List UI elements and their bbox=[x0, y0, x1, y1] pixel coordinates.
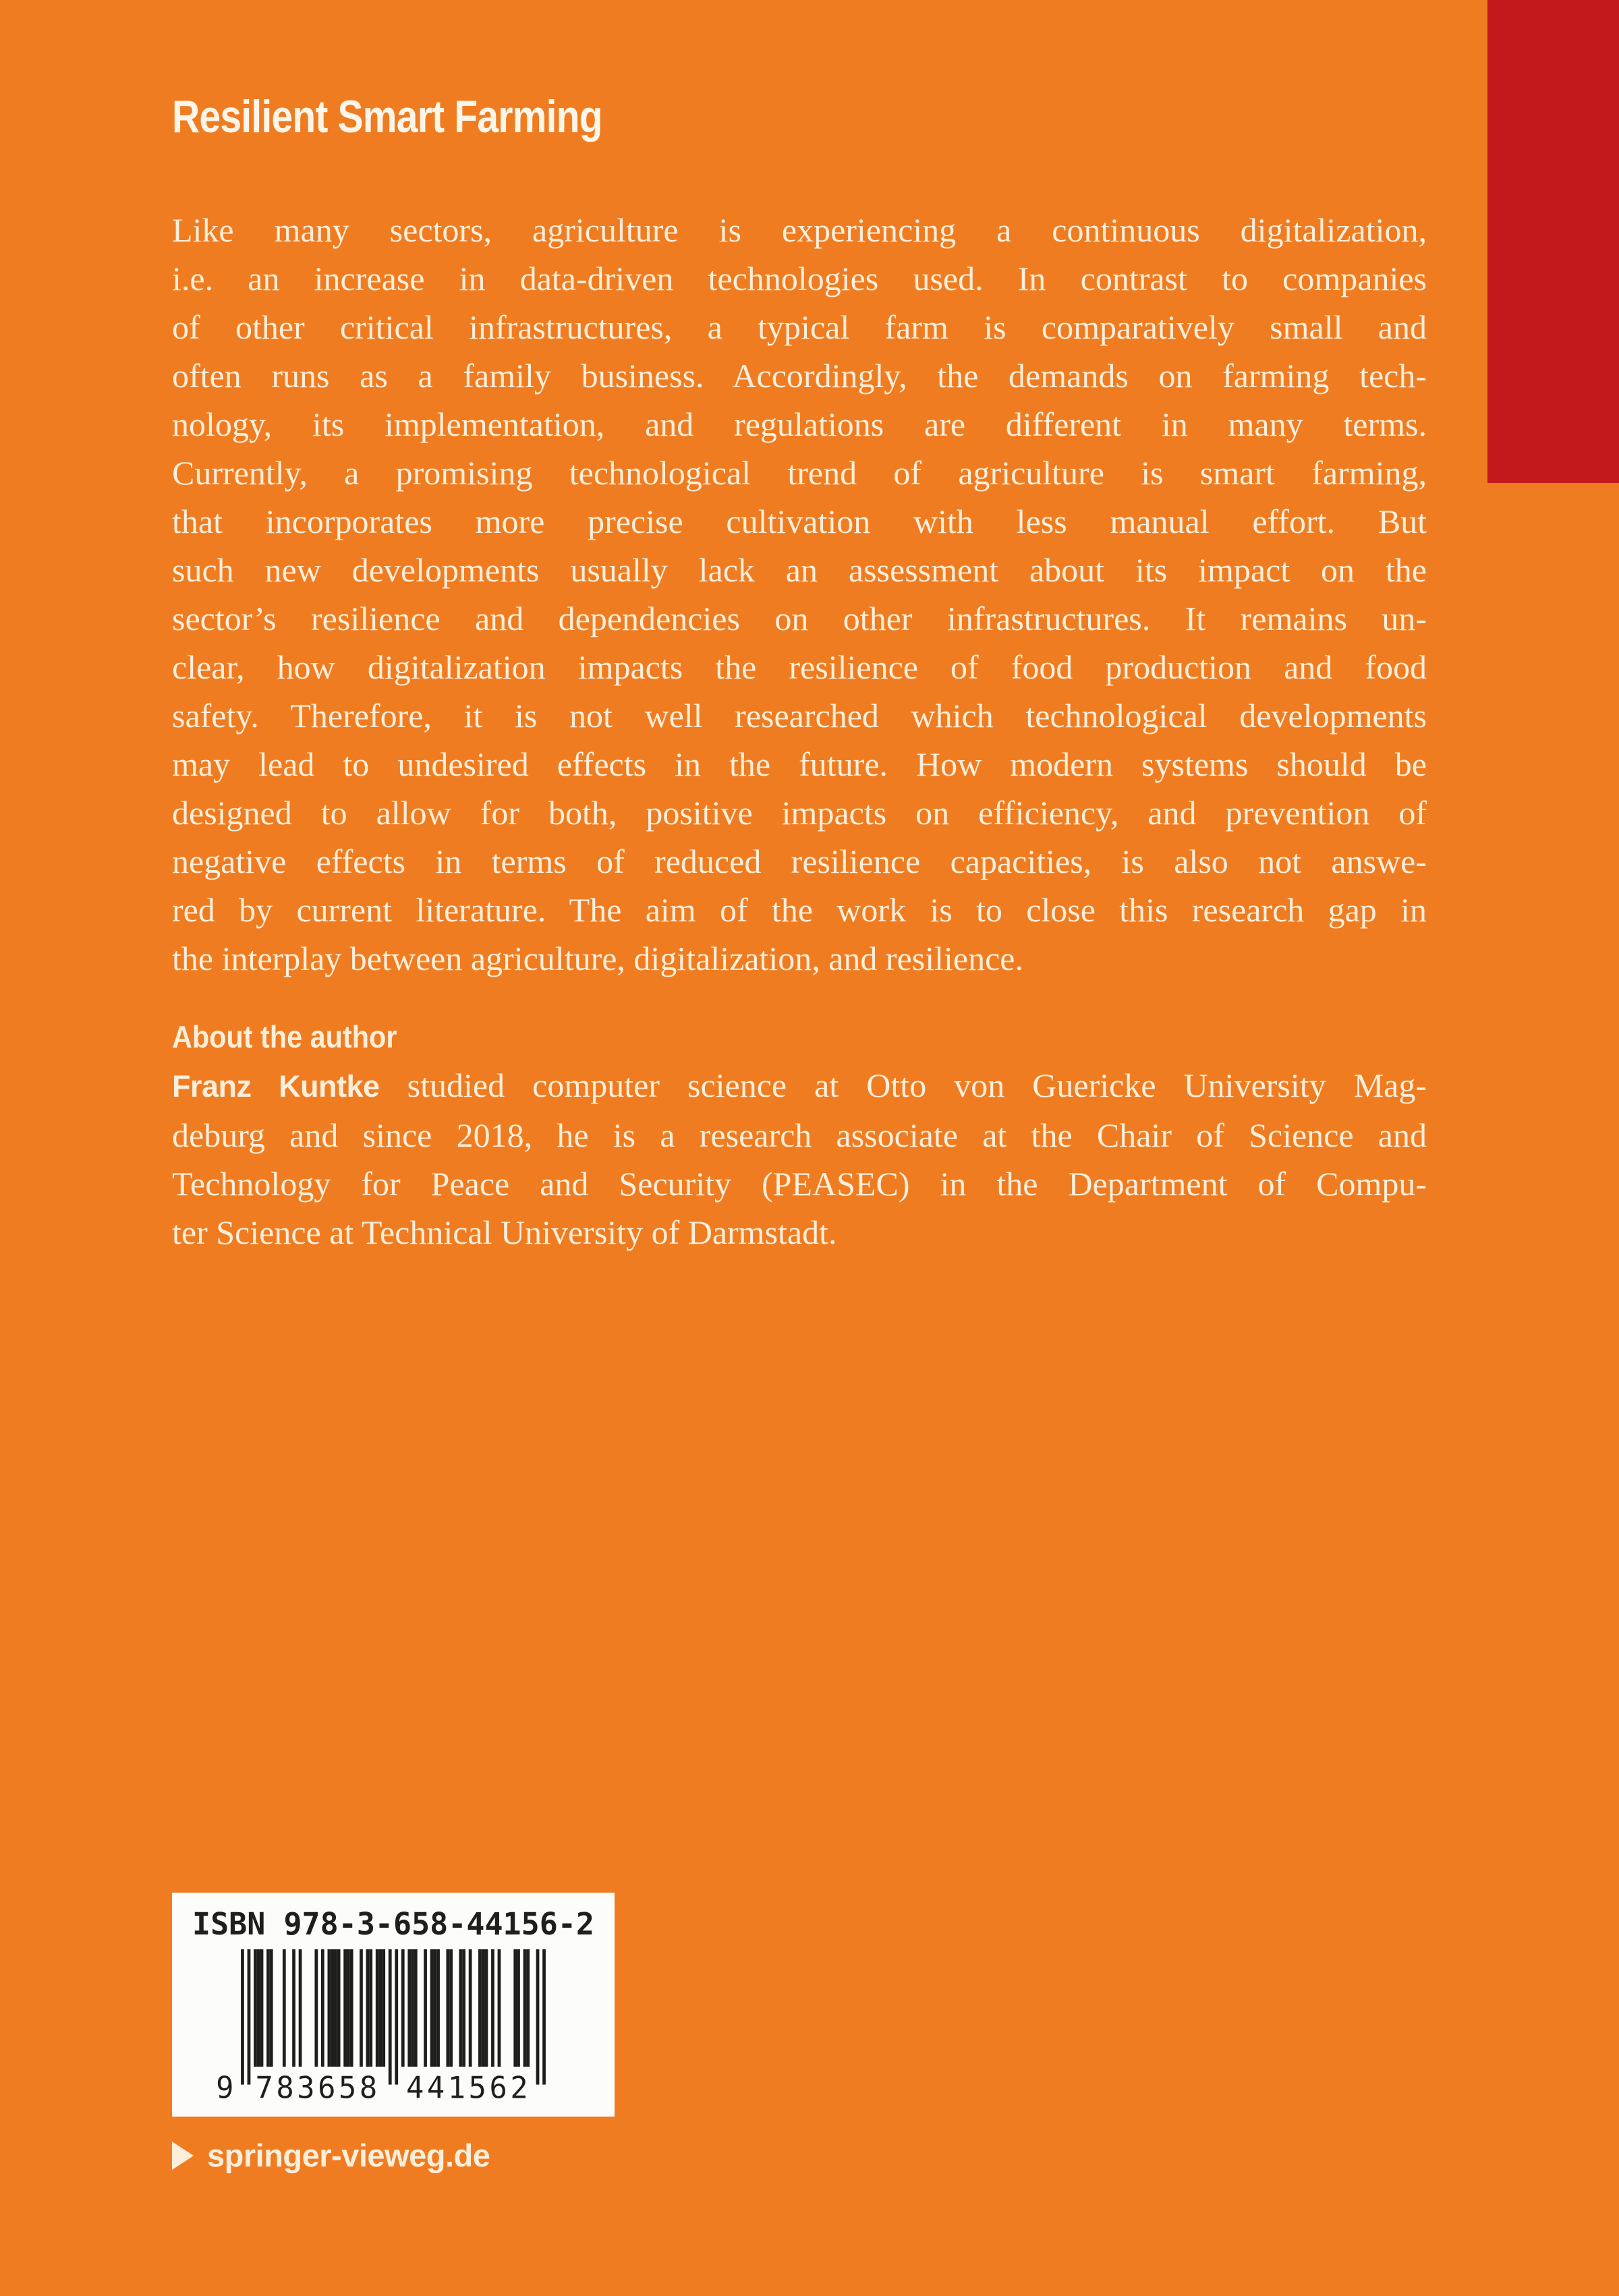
text-line: may lead to undesired effects in the future. How modern systems should be bbox=[172, 745, 1427, 783]
barcode-digits-group2: 441562 bbox=[406, 2071, 528, 2106]
publisher-url: springer-vieweg.de bbox=[207, 2137, 490, 2173]
page-title: Resilient Smart Farming bbox=[172, 91, 602, 142]
triangle-arrow-icon bbox=[172, 2142, 194, 2170]
text-line: of other critical infrastructures, a typical farm is comparatively small and bbox=[172, 308, 1427, 346]
author-name: Franz Kuntke bbox=[172, 1069, 380, 1103]
about-the-author-heading: About the author bbox=[172, 1019, 397, 1054]
synopsis bbox=[172, 206, 1427, 983]
text-line: negative effects in terms of reduced resilience capacities, is also not answe- bbox=[172, 842, 1427, 880]
text-line: i.e. an increase in data-driven technologies used. In contrast to companies bbox=[172, 260, 1427, 297]
text-line: ter Science at Technical University of Darmstadt. bbox=[172, 1213, 837, 1251]
text-line: such new developments usually lack an assessment about its impact on the bbox=[172, 551, 1427, 589]
publisher-line bbox=[172, 2137, 490, 2174]
text-line: safety. Therefore, it is not well researched which technological developments bbox=[172, 697, 1427, 735]
red-corner-tab bbox=[1487, 0, 1619, 483]
barcode-digits-group1: 783658 bbox=[255, 2071, 378, 2106]
text-line: Like many sectors, agriculture is experiencing a continuous digitalization, bbox=[172, 211, 1427, 249]
text-line: that incorporates more precise cultivation with less manual effort. But bbox=[172, 503, 1427, 540]
text-line: designed to allow for both, positive impacts on efficiency, and prevention of bbox=[172, 794, 1427, 832]
isbn-label: ISBN 978-3-658-44156-2 bbox=[192, 1906, 595, 1942]
text-line: sector’s resilience and dependencies on other infrastructures. It remains un- bbox=[172, 600, 1427, 637]
text-line: clear, how digitalization impacts the resilience of food production and food bbox=[172, 648, 1427, 686]
barcode-digit-left: 9 bbox=[216, 2071, 234, 2106]
text-line: Currently, a promising technological trend of agriculture is smart farming, bbox=[172, 454, 1427, 492]
text-line: deburg and since 2018, he is a research associate at the Chair of Science and bbox=[172, 1116, 1427, 1154]
text-line: nology, its implementation, and regulations are different in many terms. bbox=[172, 405, 1427, 443]
isbn-barcode-box bbox=[172, 1893, 615, 2117]
text-line: red by current literature. The aim of the work is to close this research gap in bbox=[172, 891, 1427, 929]
about-text bbox=[172, 1061, 1427, 1257]
barcode-bars bbox=[241, 1949, 546, 2085]
cover-content bbox=[172, 91, 1427, 1257]
text-line: the interplay between agriculture, digitalization, and resilience. bbox=[172, 940, 1023, 977]
text-line: often runs as a family business. Accordingly, the demands on farming tech- bbox=[172, 357, 1427, 395]
text-line: Franz Kuntke studied computer science at Otto von Guericke University Mag- bbox=[172, 1066, 1427, 1104]
ean13-barcode bbox=[202, 1949, 584, 2106]
text-line: Technology for Peace and Security (PEASEC) in the Department of Compu- bbox=[172, 1165, 1427, 1203]
